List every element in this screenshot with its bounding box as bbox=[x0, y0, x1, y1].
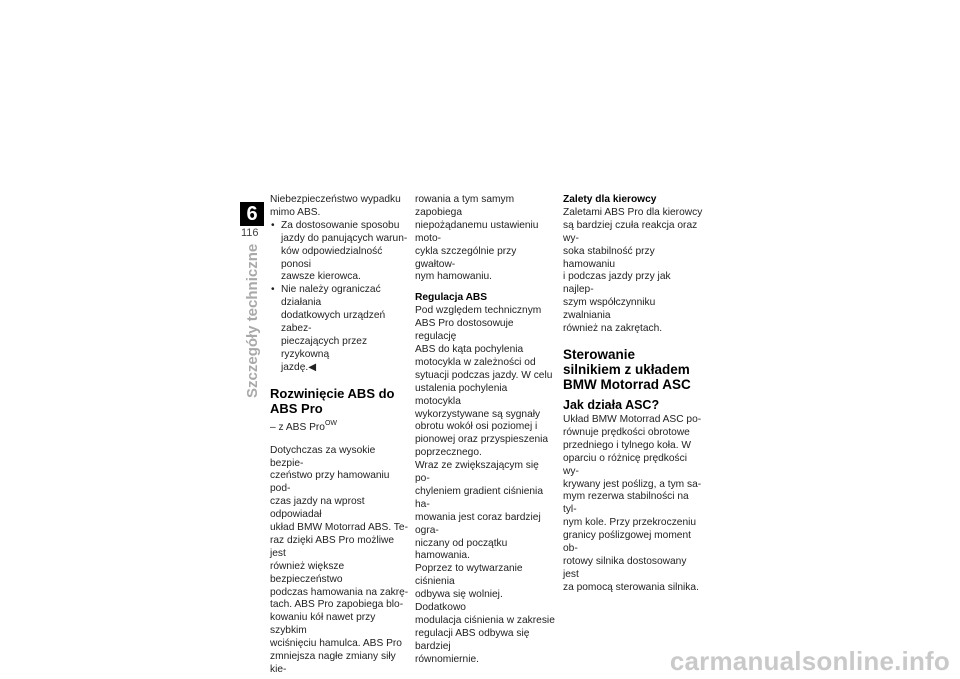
page-number: 116 bbox=[241, 227, 259, 239]
text-column-3 bbox=[563, 194, 703, 595]
option-note: – z ABS Pro$^{OW}$ bbox=[270, 419, 337, 433]
chapter-number-tab bbox=[240, 202, 264, 226]
rider-benefits-body: Zaletami ABS Pro dla kierowcy są bardziej czuła reakcja oraz wy- soka stabilność przy hamowaniu i podczas jazdy przy jak najlep- szym współczynniku zwalniania również na zakrętach. bbox=[563, 206, 703, 335]
warning-intro: Niebezpieczeństwo wypadku mimo ABS. bbox=[270, 194, 401, 218]
end-marker-icon: ◀ bbox=[308, 361, 317, 373]
heading-rider-benefits: Zalety dla kierowcy bbox=[563, 194, 657, 205]
text-column-2 bbox=[415, 194, 555, 667]
option-code: OW bbox=[324, 419, 337, 427]
bullet-item-1: • Za dostosowanie sposobu jazdy do panujących warun- ków odpowiedzialność ponosi zawsze kierowca. bbox=[270, 220, 410, 285]
text-column-1 bbox=[270, 194, 410, 677]
bullet-item-2: • Nie należy ograniczać działania dodatkowych urządzeń zabez- pieczających przez ryzykowną jazdę.◀ bbox=[270, 284, 410, 374]
warning-bullet-list bbox=[270, 220, 410, 375]
heading-abs-pro: Rozwinięcie ABS do ABS Pro bbox=[270, 385, 395, 416]
heading-abs-regulation: Regulacja ABS bbox=[415, 292, 488, 304]
heading-asc: Sterowanie silnikiem z układem BMW Motorrad ASC bbox=[563, 346, 691, 392]
watermark-text: carmanualsonline.info bbox=[669, 646, 950, 676]
section-title-vertical: Szczegóły techniczne bbox=[244, 243, 261, 398]
abs-pro-body: Dotychczas za wysokie bezpie- czeństwo przy hamowaniu pod- czas jazdy na wprost odpowiadał układ BMW Motorrad ABS. Te- raz dzięki ABS Pro możliwe jest również większe bezpieczeństwo podczas hamowania na zakrę- tach. ABS Pro zapobiega blo- kowaniu kół nawet przy szybkim wciśnięciu hamulca. ABS Pro zmniejsza nagłe zmiany siły kie- bbox=[270, 444, 409, 675]
abs-regulation-body: Pod względem technicznym ABS Pro dostosowuje regulację ABS do kąta pochylenia motocykla w zależności od sytuacji podczas jazdy. W celu ustalenia pochylenia motocykla wykorzystywane są sygnały obrotu wokół osi poziomej i pionowej oraz przyspieszenia poprzecznego. Wraz ze zwiększającym się po- chyleniem gradient ciśnienia ha- mowania jest coraz bardziej ogra- niczany od początku hamowania. Poprzez to wytwarzanie ciśnienia odbywa się wolniej. Dodatkowo modulacja ciśnienia w zakresie regulacji ABS odbywa się bardziej równomiernie. bbox=[415, 305, 555, 665]
heading-how-asc-works: Jak działa ASC? bbox=[563, 397, 660, 412]
chapter-number: 6 bbox=[246, 203, 258, 225]
abs-pro-body-continued: rowania a tym samym zapobiega niepożądanemu ustawieniu moto- cykla szczególnie przy gwałtow- nym hamowaniu. bbox=[415, 194, 539, 283]
asc-body: Układ BMW Motorrad ASC po- równuje prędkości obrotowe przedniego i tylnego koła. W oparciu o różnicę prędkości wy- krywany jest poślizg, a tym sa- mym rezerwa stabilności na tyl- nym kole. Przy przekroczeniu granicy poślizgowej moment ob- rotowy silnika dostosowany jest za pomocą sterowania silnika. bbox=[563, 413, 702, 593]
